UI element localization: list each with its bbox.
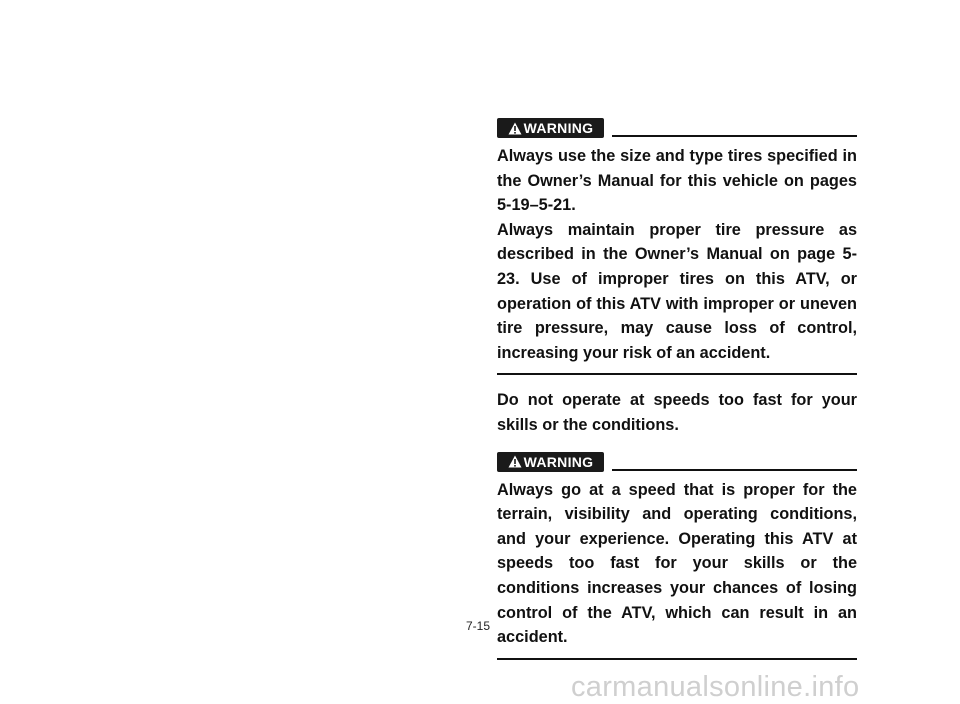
manual-content — [497, 116, 857, 660]
body-paragraph: Do not operate at speeds too fast for your skills or the conditions. — [497, 391, 857, 434]
warning-triangle-icon — [508, 122, 522, 135]
warning-paragraph: Always maintain proper tire pressure as described in the Owner’s Manual on page 5-23. Use of improper tires on this ATV, or operation of this ATV with improper or uneven tire pressure, may cause loss of control, increasing your risk of an accident. — [497, 220, 857, 362]
watermark: carmanualsonline.info — [571, 671, 860, 703]
warning-header-rule — [612, 135, 857, 137]
warning-header — [497, 450, 857, 472]
warning-badge — [497, 452, 604, 472]
warning-triangle-icon — [508, 455, 522, 468]
warning-paragraph: Always use the size and type tires specified in the Owner’s Manual for this vehicle on pages 5-19–5-21. — [497, 147, 857, 215]
warning-paragraph: Always go at a speed that is proper for the terrain, visibility and operating conditions, and your experience. Operating this ATV at speeds too fast for your skills or the conditions increases your chances of losing control of the ATV, which can result in an accident. — [497, 480, 857, 647]
warning-badge — [497, 118, 604, 138]
warning-footer-rule — [497, 658, 857, 660]
warning-header — [497, 116, 857, 138]
page-number: 7-15 — [466, 619, 491, 633]
warning-label: WARNING — [523, 120, 594, 136]
warning-label: WARNING — [523, 453, 594, 470]
warning-header-rule — [612, 469, 857, 471]
